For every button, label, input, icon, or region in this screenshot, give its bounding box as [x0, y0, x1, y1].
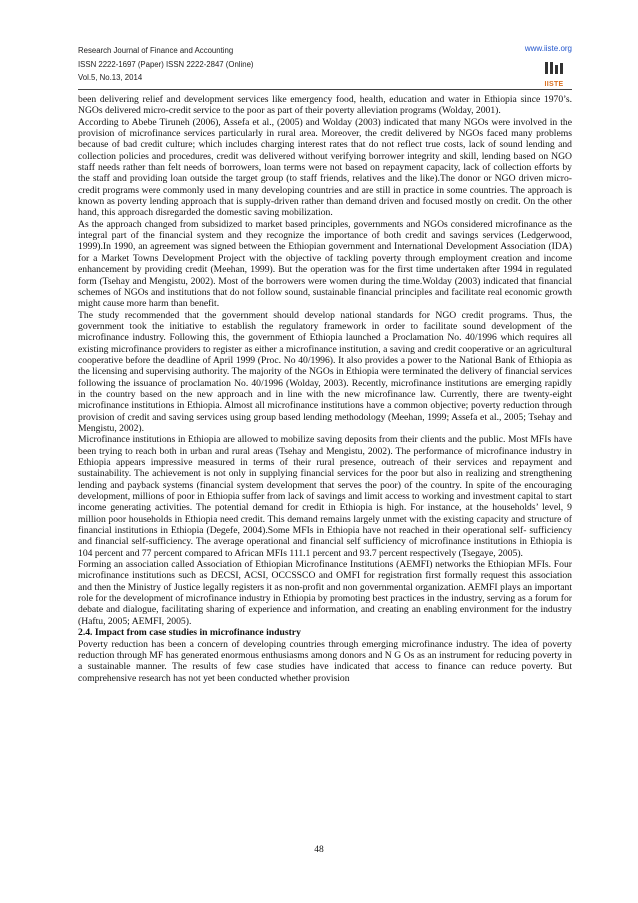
- logo-text: IISTE: [544, 81, 564, 88]
- iiste-logo: [542, 60, 566, 88]
- paragraph: Forming an association called Association of Ethiopian Microfinance Institutions (AEMFI) networks the Ethiopian MFIs. Four microfinance institutions such as DECSI, ACSI, OCCSSCO and OMFI for registration first formally request this association and then the Ministry of Justice legally registers it as non-profit and non governmental organization. AEMFI plays an important role for the development of microfinance industry in Ethiopia by promoting best practices in the industry, serving as a forum for debate and dialogue, facilitating sharing of experience and information, and creating an enabling environment for the industry (Haftu, 2005; AEMFI, 2005).: [78, 559, 572, 627]
- page-number: 48: [314, 845, 324, 855]
- paragraph: As the approach changed from subsidized to market based principles, governments and NGOs considered microfinance as the integral part of the financial system and they recognize the importance of both credit and savings services (Ledgerwood, 1999).In 1990, an agreement was signed between the Ethiopian government and International Development Association (IDA) for a Market Towns Development Project with the objective of tackling poverty through employment creation and income enhancement by providing credit (Meehan, 1999). But the operation was for the first time undertaken after 1994 in regulated form (Tsehay and Mengistu, 2002). Most of the borrowers were women during the time.Wolday (2003) indicated that financial schemes of NGOs and institutions that do not follow sound, sustainable financial principles and facilitate real economic growth might cause more harm than benefit.: [78, 218, 572, 310]
- paragraph: been delivering relief and development services like emergency food, health, education and water in Ethiopia since 1970’s. NGOs delivered micro-credit service to the poor as part of their poverty alleviation programs (Wolday, 2001).: [78, 94, 572, 117]
- paragraph: The study recommended that the government should develop national standards for NGO credit programs. Thus, the government took the initiative to establish the regulatory framework in order to facilitate sound development of the microfinance industry. Following this, the government of Ethiopia launched a Proclamation No. 40/1996 which requires all existing microfinance providers to register as either a microfinance institution, a saving and credit cooperative or an agricultural cooperative before the deadline of April 1999 (Proc. No 40/1996). It also provides a power to the National Bank of Ethiopia as the licensing and supervising authority. The majority of the NGOs in Ethiopia were terminated the delivery of financial services following the issuance of proclamation No. 40/1996 (Wolday, 2003). Recently, microfinance institutions are emerging rapidly in the country based on the new approach and in line with the new microfinance law. Currently, there are twenty-eight microfinance institutions in Ethiopia. Almost all microfinance institutions have a common objective; poverty reduction through provision of credit and saving services using group based lending methodology (Meehan, 1999; Assefa et al., 2005; Tsehay and Mengistu, 2002).: [78, 309, 572, 434]
- journal-title: Research Journal of Finance and Accounting: [78, 46, 234, 55]
- volume-line: Vol.5, No.13, 2014: [78, 73, 143, 82]
- paragraph: Microfinance institutions in Ethiopia are allowed to mobilize saving deposits from their clients and the public. Most MFIs have been trying to reach both in urban and rural areas (Tsehay and Mengistu, 2002). The performance of microfinance industry in Ethiopia appears impressive measured in terms of their rural presence, outreach of their services and repayment and sustainability. The achievement is not only in supplying financial services for the poor but also in realizing and strengthening lending and payback systems (financial system development that serves the poor) of the country. In spite of the encouraging development, millions of poor in Ethiopia suffer from lack of savings and limit access to working and investment capital to start income generating activities. The potential demand for credit in Ethiopia is high. For instance, at the households’ level, 9 million poor households in Ethiopia need credit. This demand remains largely unmet with the existing capacity and structure of financial institutions in Ethiopia (Degefe, 2004).Some MFIs in Ethiopia have not reached in their operational self- sufficiency and financial self-sufficiency. The average operational and financial self sufficiency of microfinance institutions in Ethiopia is 104 percent and 77 percent compared to African MFIs 111.1 percent and 93.7 percent respectively (Tsegaye, 2005).: [78, 434, 572, 559]
- section-heading: 2.4. Impact from case studies in microfinance industry: [78, 627, 301, 639]
- article-body: [78, 94, 572, 684]
- header-rule: [78, 89, 572, 90]
- paragraph: Poverty reduction has been a concern of developing countries through emerging microfinance industry. The idea of poverty reduction through MF has generated enormous enthusiasms among donors and N G Os as an instrument for reducing poverty in a sustainable manner. The results of few case studies have indicated that access to finance can reduce poverty. But comprehensive research has not yet been conducted whether provision: [78, 638, 572, 684]
- paragraph: According to Abebe Tiruneh (2006), Assefa et al., (2005) and Wolday (2003) indicated that many NGOs were involved in the provision of microfinance services particularly in rural area. Moreover, the credit delivered by NGOs faced many problems because of bad credit culture; which includes charging interest rates that do not reflect true costs, lack of sound lending and collection policies and procedures, credit was delivered without verifying borrower integrity and skill, lending based on NGO staff needs rather than felt needs of borrowers, loan terms were not based on repayment capacity, lack of collection efforts by the staff and providing loan outside the target group (to staff friends, relatives and the like).The donor or NGO driven micro-credit programs were commonly used in many developing countries and are still in practice in some countries. The approach is known as poverty lending approach that is supply-driven rather than demand driven and focused mostly on credit. On the other hand, this approach disregarded the domestic saving mobilization.: [78, 116, 572, 219]
- journal-url-link[interactable]: www.iiste.org: [524, 44, 572, 53]
- issn-line: ISSN 2222-1697 (Paper) ISSN 2222-2847 (Online): [78, 59, 254, 69]
